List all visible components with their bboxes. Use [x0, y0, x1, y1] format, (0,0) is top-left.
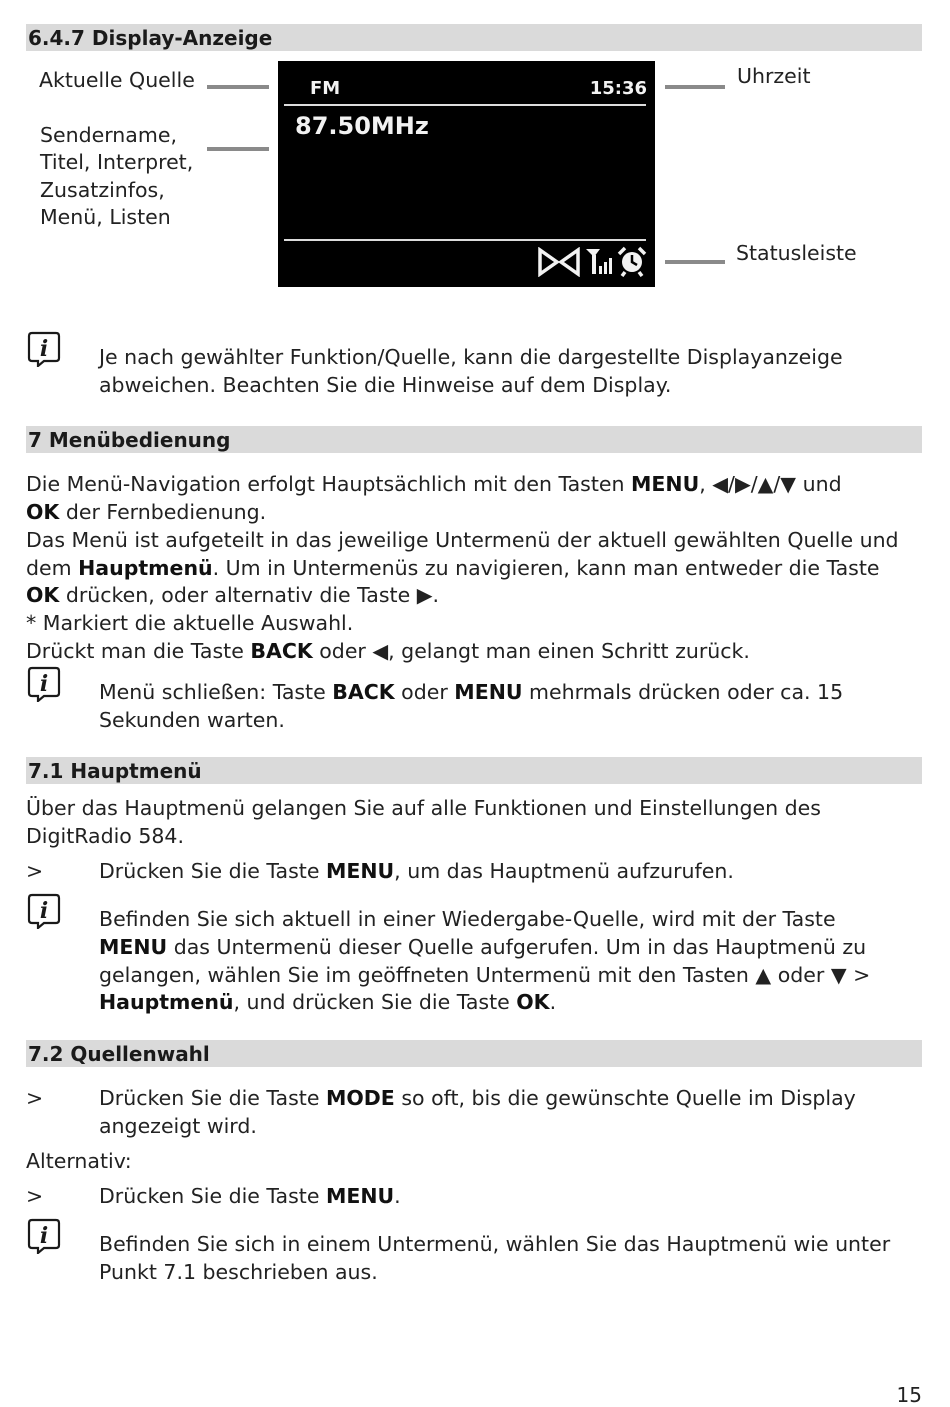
- paragraph-line: OK der Fernbedienung.: [26, 500, 267, 524]
- svg-text:i: i: [39, 336, 49, 362]
- note-text: MENU das Untermenü dieser Quelle aufgerufen. Um in das Hauptmenü zu: [99, 935, 867, 959]
- display-frequency: 87.50MHz: [295, 112, 429, 140]
- paragraph-line: Das Menü ist aufgeteilt in das jeweilige Untermenü der aktuell gewählten Quelle und: [26, 528, 899, 552]
- note-text: Punkt 7.1 beschrieben aus.: [99, 1260, 378, 1284]
- info-icon: [27, 331, 61, 367]
- label-station-line: Titel, Interpret,: [40, 150, 194, 174]
- label-status-bar: Statusleiste: [736, 241, 857, 265]
- step-text: angezeigt wird.: [99, 1114, 257, 1138]
- section-heading-bar: [26, 426, 922, 453]
- paragraph-line: Über das Hauptmenü gelangen Sie auf alle Funktionen und Einstellungen des: [26, 796, 821, 820]
- paragraph-line: OK drücken, oder alternativ die Taste ▶.: [26, 583, 439, 607]
- step-marker: >: [26, 1086, 44, 1110]
- paragraph-line: Drückt man die Taste BACK oder ◀, gelangt man einen Schritt zurück.: [26, 639, 750, 663]
- note-text: abweichen. Beachten Sie die Hinweise auf dem Display.: [99, 373, 672, 397]
- svg-text:i: i: [39, 671, 49, 697]
- section-heading: 7.2 Quellenwahl: [28, 1042, 210, 1066]
- label-clock: Uhrzeit: [737, 64, 811, 88]
- section-heading-bar: [26, 1040, 922, 1067]
- label-station-line: Zusatzinfos,: [40, 178, 165, 202]
- label-current-source: Aktuelle Quelle: [39, 68, 195, 92]
- stereo-icon: [538, 247, 580, 277]
- step-text: Drücken Sie die Taste MENU, um das Hauptmenü aufzurufen.: [99, 859, 734, 883]
- radio-display: [278, 61, 655, 287]
- display-time: 15:36: [589, 78, 647, 99]
- info-icon: [27, 893, 61, 929]
- note-text: Sekunden warten.: [99, 708, 285, 732]
- note-text: Je nach gewählter Funktion/Quelle, kann die dargestellte Displayanzeige: [99, 345, 843, 369]
- step-text: Drücken Sie die Taste MENU.: [99, 1184, 401, 1208]
- leader-line-source: [207, 85, 269, 89]
- paragraph-line: Alternativ:: [26, 1149, 132, 1173]
- info-icon: [27, 1218, 61, 1254]
- section-heading: 6.4.7 Display-Anzeige: [28, 26, 273, 50]
- leader-line-station: [207, 147, 269, 151]
- display-divider-bottom: [284, 239, 646, 241]
- label-station-line: Menü, Listen: [40, 205, 171, 229]
- info-icon: [27, 666, 61, 702]
- note-text: Menü schließen: Taste BACK oder MENU mehrmals drücken oder ca. 15: [99, 680, 844, 704]
- note-text: Befinden Sie sich aktuell in einer Wiedergabe-Quelle, wird mit der Taste: [99, 907, 836, 931]
- signal-icon: [584, 246, 614, 276]
- page-number: 15: [896, 1383, 922, 1407]
- section-heading-bar: [26, 757, 922, 784]
- paragraph-line: * Markiert die aktuelle Auswahl.: [26, 611, 354, 635]
- note-text: gelangen, wählen Sie im geöffneten Untermenü mit den Tasten ▲ oder ▼ >: [99, 963, 871, 987]
- note-text: Befinden Sie sich in einem Untermenü, wählen Sie das Hauptmenü wie unter: [99, 1232, 891, 1256]
- alarm-icon: [616, 245, 648, 277]
- label-station-line: Sendername,: [40, 123, 177, 147]
- svg-text:i: i: [39, 1223, 49, 1249]
- paragraph-line: DigitRadio 584.: [26, 824, 184, 848]
- leader-line-clock: [665, 85, 725, 89]
- display-source: FM: [310, 78, 341, 99]
- note-text: Hauptmenü, und drücken Sie die Taste OK.: [99, 990, 557, 1014]
- step-marker: >: [26, 1184, 44, 1208]
- section-heading-bar: [26, 24, 922, 51]
- leader-line-status: [665, 260, 725, 264]
- step-marker: >: [26, 859, 44, 883]
- paragraph-line: Die Menü-Navigation erfolgt Hauptsächlich mit den Tasten MENU, ◀/▶/▲/▼ und: [26, 472, 842, 496]
- display-divider-top: [284, 104, 646, 106]
- step-text: Drücken Sie die Taste MODE so oft, bis die gewünschte Quelle im Display: [99, 1086, 856, 1110]
- section-heading: 7.1 Hauptmenü: [28, 759, 202, 783]
- svg-text:i: i: [39, 898, 49, 924]
- paragraph-line: dem Hauptmenü. Um in Untermenüs zu navigieren, kann man entweder die Taste: [26, 556, 880, 580]
- section-heading: 7 Menübedienung: [28, 428, 231, 452]
